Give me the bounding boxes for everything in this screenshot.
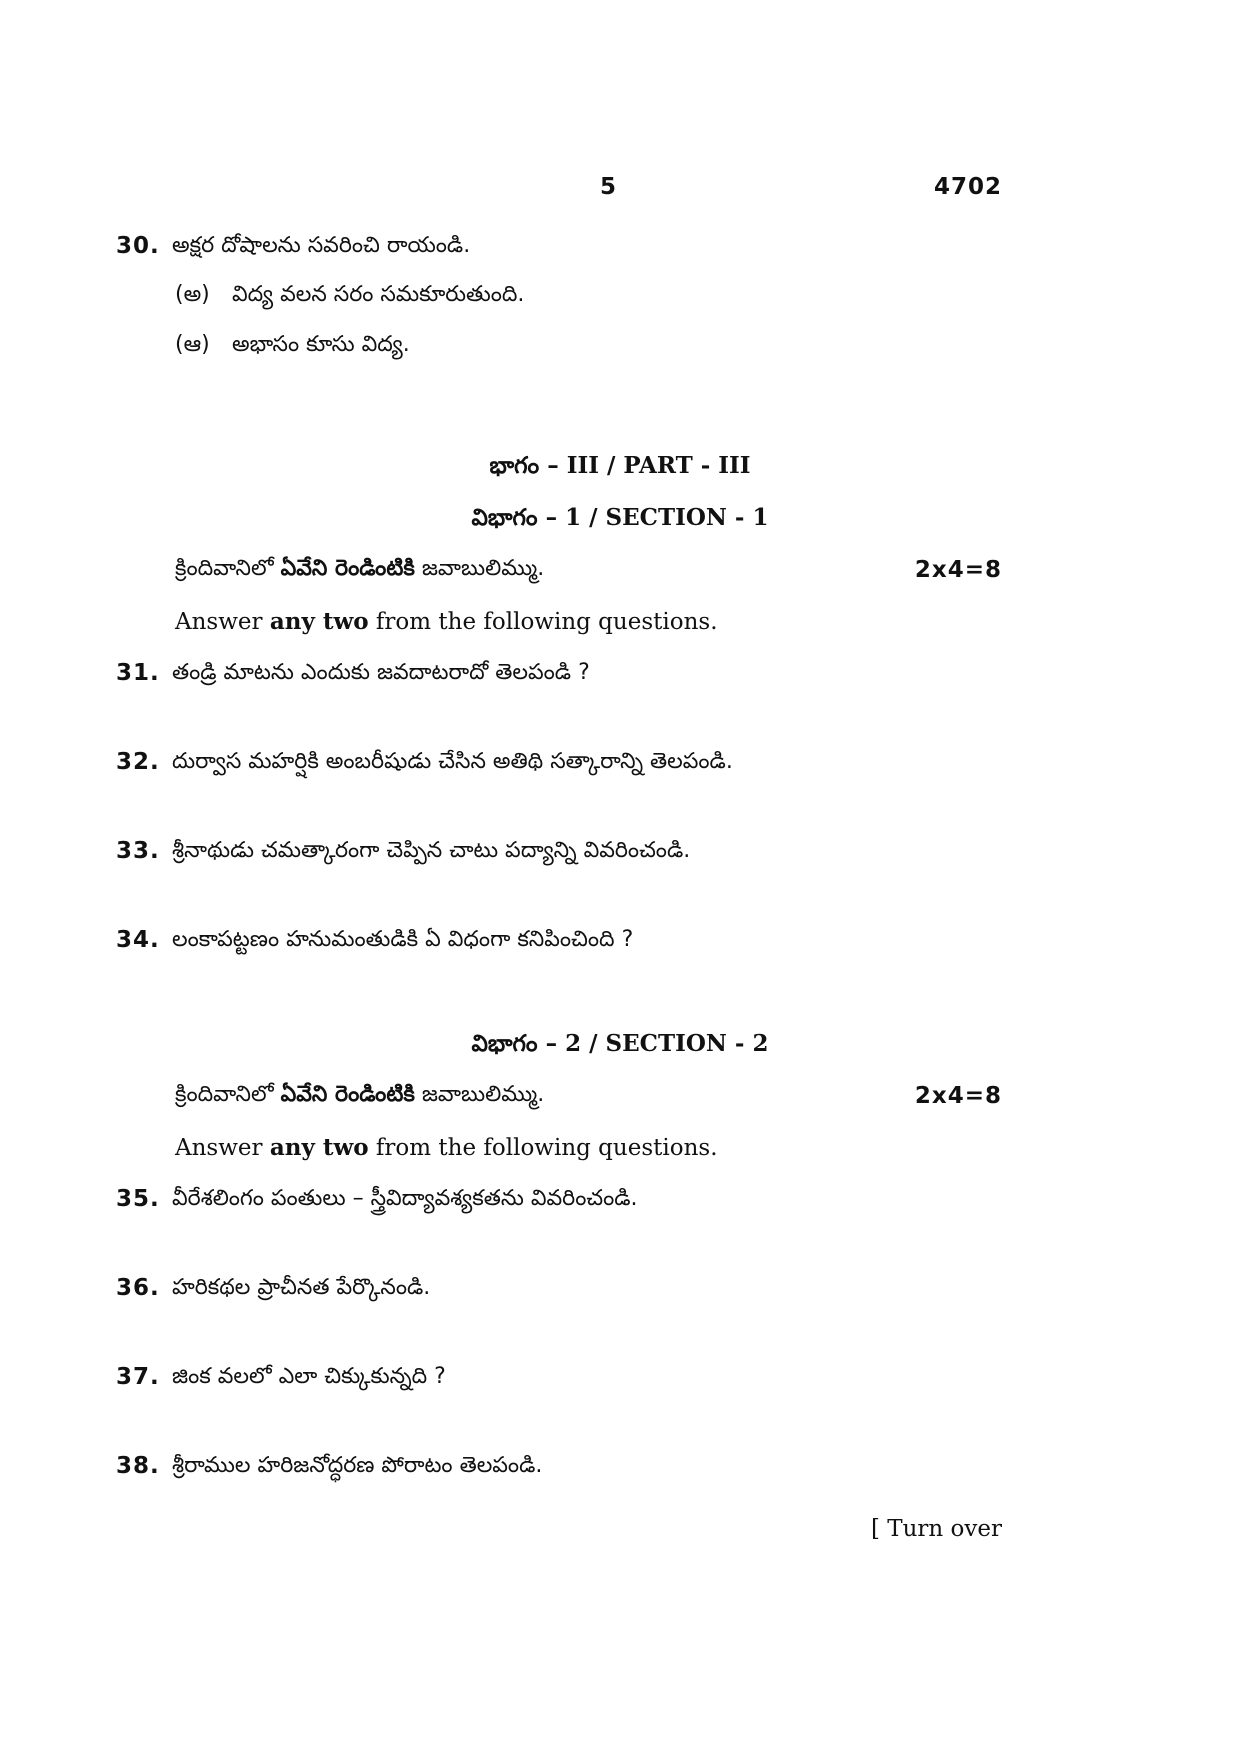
question-text: శ్రీనాథుడు చమత్కారంగా చెప్పిన చాటు పద్యాన్ని వివరించండి. (172, 838, 691, 863)
turn-over-note: [ Turn over (870, 1516, 1002, 1542)
question-number: 34. (116, 927, 160, 953)
marks: 2x4=8 (914, 557, 1002, 583)
instruction-emphasis: ఏవేని రెండింటికి (280, 1082, 415, 1107)
question-text: వీరేశలింగం పంతులు – స్త్రీవిద్యావశ్యకతను వివరించండి. (172, 1186, 638, 1211)
instruction-text: క్రిందివానిలో (175, 1082, 274, 1107)
instruction-emphasis: ఏవేని రెండింటికి (280, 556, 415, 581)
question-number: 30. (116, 233, 160, 259)
question-text: శ్రీరాముల హరిజనోద్ధరణ పోరాటం తెలపండి. (172, 1453, 543, 1478)
instruction-text: జవాబులిమ్ము. (421, 556, 545, 581)
part-heading: భాగం – III / PART - III (489, 452, 751, 479)
question-text: హరికథల ప్రాచీనత పేర్కొనండి. (172, 1275, 431, 1300)
section-heading: విభాగం – 1 / SECTION - 1 (471, 504, 769, 531)
question-text: తండ్రి మాటను ఎందుకు జవదాటరాదో తెలపండి ? (172, 660, 590, 685)
option-text: విద్య వలన సరం సమకూరుతుంది. (232, 282, 525, 307)
instruction-text: Answer (175, 1135, 263, 1161)
question-number: 31. (116, 660, 160, 686)
instruction-telugu (175, 1082, 544, 1112)
question-text: లంకాపట్టణం హనుమంతుడికి ఏ విధంగా కనిపించింది ? (172, 927, 634, 952)
instruction-english (175, 608, 718, 635)
question-number: 38. (116, 1453, 160, 1479)
instruction-english (175, 1134, 718, 1161)
marks: 2x4=8 (914, 1083, 1002, 1109)
page-number: 5 (600, 174, 618, 200)
question-number: 37. (116, 1364, 160, 1390)
question-text: దుర్వాస మహర్షికి అంబరీషుడు చేసిన అతిథి సత్కారాన్ని తెలపండి. (172, 749, 733, 774)
instruction-text: Answer (175, 609, 263, 635)
question-text: జింక వలలో ఎలా చిక్కుకున్నది ? (172, 1364, 446, 1389)
instruction-emphasis: any two (269, 608, 369, 635)
paper-code: 4702 (933, 174, 1002, 200)
question-number: 33. (116, 838, 160, 864)
instruction-text: from the following questions. (375, 1135, 718, 1161)
instruction-text: జవాబులిమ్ము. (421, 1082, 545, 1107)
instruction-text: from the following questions. (375, 609, 718, 635)
question-text: అక్షర దోషాలను సవరించి రాయండి. (172, 233, 471, 258)
instruction-telugu (175, 556, 544, 586)
option-text: అభాసం కూసు విద్య. (232, 332, 410, 357)
section-heading: విభాగం – 2 / SECTION - 2 (471, 1030, 769, 1057)
instruction-emphasis: any two (269, 1134, 369, 1161)
question-number: 32. (116, 749, 160, 775)
option-label: (అ) (175, 282, 210, 307)
question-number: 36. (116, 1275, 160, 1301)
question-number: 35. (116, 1186, 160, 1212)
instruction-text: క్రిందివానిలో (175, 556, 274, 581)
option-label: (ఆ) (175, 332, 210, 357)
